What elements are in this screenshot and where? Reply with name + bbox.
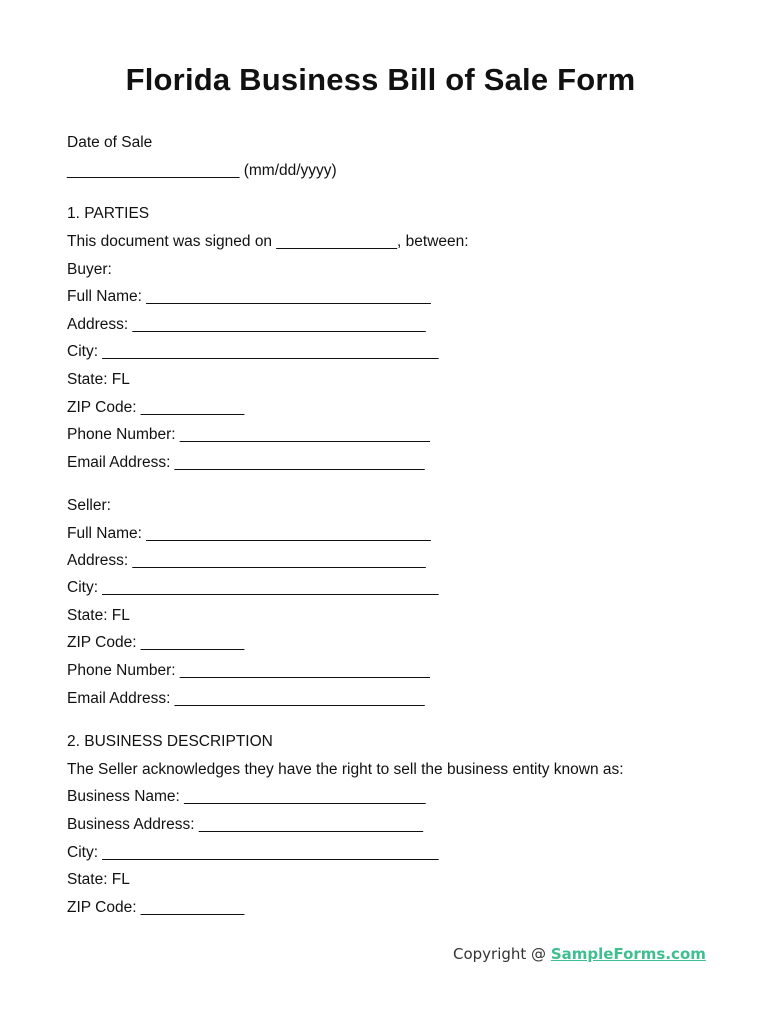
business-zip-field: ZIP Code: ____________ bbox=[67, 899, 245, 916]
page-title: Florida Business Bill of Sale Form bbox=[125, 62, 636, 97]
buyer-zip-field: ZIP Code: ____________ bbox=[67, 399, 245, 416]
buyer-address-field: Address: __________________________________ bbox=[67, 316, 426, 333]
seller-phone-field: Phone Number: _____________________________ bbox=[67, 662, 430, 679]
seller-address-field: Address: __________________________________ bbox=[67, 552, 426, 569]
sampleforms-link[interactable]: SampleForms.com bbox=[550, 945, 706, 963]
signed-on-line: This document was signed on ______________, between: bbox=[67, 233, 469, 250]
buyer-phone-field: Phone Number: _____________________________ bbox=[67, 426, 430, 443]
business-city-field: City: _______________________________________ bbox=[67, 844, 439, 861]
copyright-prefix: Copyright @ bbox=[453, 945, 551, 963]
buyer-full-name-field: Full Name: _________________________________ bbox=[67, 288, 431, 305]
business-description-heading: 2. BUSINESS DESCRIPTION bbox=[67, 733, 273, 750]
seller-heading: Seller: bbox=[67, 497, 111, 514]
buyer-email-field: Email Address: _____________________________ bbox=[67, 454, 425, 471]
parties-heading: 1. PARTIES bbox=[67, 205, 150, 222]
seller-email-field: Email Address: _____________________________ bbox=[67, 690, 425, 707]
buyer-heading: Buyer: bbox=[67, 261, 112, 278]
date-of-sale-label: Date of Sale bbox=[67, 134, 153, 151]
seller-zip-field: ZIP Code: ____________ bbox=[67, 634, 245, 651]
seller-city-field: City: _______________________________________ bbox=[67, 579, 439, 596]
business-description-intro: The Seller acknowledges they have the right to sell the business entity known as: bbox=[67, 761, 624, 778]
copyright-footer bbox=[453, 945, 706, 963]
buyer-state-field: State: FL bbox=[67, 371, 130, 388]
business-state-field: State: FL bbox=[67, 871, 130, 888]
date-of-sale-line: ____________________ (mm/dd/yyyy) bbox=[67, 162, 337, 179]
business-address-field: Business Address: __________________________ bbox=[67, 816, 423, 833]
seller-state-field: State: FL bbox=[67, 607, 130, 624]
seller-full-name-field: Full Name: _________________________________ bbox=[67, 525, 431, 542]
business-name-field: Business Name: ____________________________ bbox=[67, 788, 426, 805]
buyer-city-field: City: _______________________________________ bbox=[67, 343, 439, 360]
